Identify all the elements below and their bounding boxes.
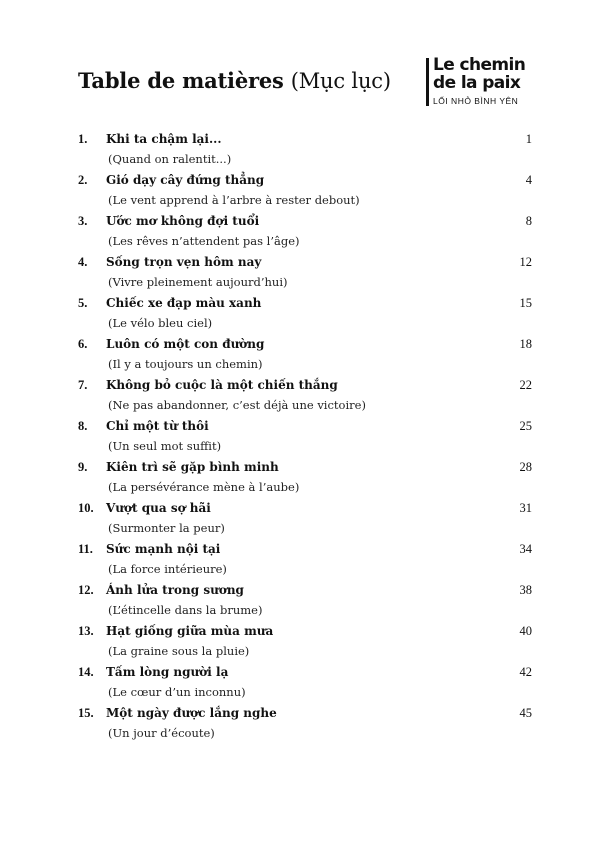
toc-entry-page: 42 (519, 665, 532, 679)
toc-entry (78, 618, 534, 659)
toc-entry-title: Gió dạy cây đứng thẳng (106, 173, 265, 187)
toc-entry-title: Không bỏ cuộc là một chiến thắng (106, 378, 338, 392)
toc-entry-title: Luôn có một con đường (106, 337, 265, 351)
toc-entry-title: Kiên trì sẽ gặp bình minh (106, 460, 279, 474)
toc-entry (78, 495, 534, 536)
toc-entry-page: 22 (519, 378, 532, 392)
toc-entry-page: 4 (525, 173, 532, 187)
toc-entry (78, 167, 534, 208)
page-title-subtitle: (Mục lục) (290, 69, 391, 93)
toc-entry (78, 413, 534, 454)
toc-entry-number: 12. (78, 583, 94, 597)
toc-entry-page: 1 (525, 132, 532, 146)
toc-entry-subtitle: (Surmonter la peur) (108, 521, 225, 535)
toc-entry-subtitle: (La force intérieure) (108, 562, 227, 576)
toc-entry-page: 12 (519, 255, 532, 269)
logo-bar (426, 58, 429, 106)
toc-entry-title: Tấm lòng người lạ (106, 665, 229, 679)
toc-entry (78, 372, 534, 413)
page-title (78, 68, 391, 93)
toc-entry-number: 15. (78, 706, 94, 720)
toc-entry (78, 249, 534, 290)
toc-entry-title: Ước mơ không đợi tuổi (106, 214, 260, 228)
toc-entry-page: 34 (519, 542, 532, 556)
toc-entry-title: Chỉ một từ thôi (106, 419, 209, 433)
toc-entry-number: 5. (78, 296, 88, 310)
toc-entry-subtitle: (Le vent apprend à l’arbre à rester debout) (108, 193, 360, 207)
page-title-main: Table de matières (78, 68, 284, 93)
toc-entry-title: Sống trọn vẹn hôm nay (106, 255, 262, 269)
toc-entry-number: 7. (78, 378, 88, 392)
table-of-contents (78, 126, 534, 741)
toc-entry-title: Vượt qua sợ hãi (106, 501, 211, 515)
toc-entry-number: 9. (78, 460, 88, 474)
toc-entry (78, 331, 534, 372)
toc-entry-subtitle: (Un jour d’écoute) (108, 726, 215, 740)
toc-entry-number: 8. (78, 419, 88, 433)
toc-entry-number: 13. (78, 624, 94, 638)
toc-entry (78, 208, 534, 249)
toc-entry-page: 15 (519, 296, 532, 310)
toc-entry-subtitle: (La persévérance mène à l’aube) (108, 480, 300, 494)
toc-entry-subtitle: (La graine sous la pluie) (108, 644, 250, 658)
logo-line-2: de la paix (433, 73, 521, 93)
toc-entry-subtitle: (Il y a toujours un chemin) (108, 357, 263, 371)
toc-entry (78, 454, 534, 495)
toc-entry-number: 6. (78, 337, 88, 351)
toc-entry-subtitle: (L’étincelle dans la brume) (108, 603, 263, 617)
toc-entry (78, 290, 534, 331)
toc-entry-page: 8 (525, 214, 532, 228)
toc-entry-page: 18 (519, 337, 532, 351)
toc-entry (78, 577, 534, 618)
toc-entry-subtitle: (Le cœur d’un inconnu) (108, 685, 246, 699)
toc-entry-title: Ánh lửa trong sương (106, 583, 244, 597)
toc-entry (78, 659, 534, 700)
logo (426, 56, 538, 114)
toc-entry-subtitle: (Quand on ralentit...) (108, 152, 232, 166)
toc-entry-title: Khi ta chậm lại... (106, 132, 222, 146)
toc-entry-title: Sức mạnh nội tại (106, 542, 221, 556)
toc-entry-number: 11. (78, 542, 93, 556)
toc-entry-page: 28 (519, 460, 532, 474)
toc-entry-page: 45 (519, 706, 532, 720)
toc-entry-page: 38 (519, 583, 532, 597)
toc-entry-subtitle: (Un seul mot suffit) (108, 439, 222, 453)
toc-entry-number: 2. (78, 173, 88, 187)
toc-entry-title: Chiếc xe đạp màu xanh (106, 296, 262, 310)
toc-entry (78, 126, 534, 167)
toc-entry-number: 14. (78, 665, 94, 679)
toc-entry-page: 40 (519, 624, 532, 638)
toc-entry-number: 4. (78, 255, 88, 269)
logo-line-1: Le chemin (433, 55, 526, 75)
toc-entry-subtitle: (Vivre pleinement aujourd’hui) (108, 275, 288, 289)
toc-entry-title: Hạt giống giữa mùa mưa (106, 624, 274, 638)
toc-entry-subtitle: (Ne pas abandonner, c’est déjà une victoire) (108, 398, 366, 412)
toc-entry-subtitle: (Les rêves n’attendent pas l’âge) (108, 234, 300, 248)
toc-entry-page: 31 (519, 501, 532, 515)
toc-entry-number: 10. (78, 501, 94, 515)
logo-subtitle: LỐI NHỎ BÌNH YÊN (433, 96, 519, 106)
toc-entry-page: 25 (519, 419, 532, 433)
toc-entry (78, 700, 534, 741)
toc-entry-number: 1. (78, 132, 88, 146)
toc-entry-number: 3. (78, 214, 88, 228)
toc-entry-title: Một ngày được lắng nghe (106, 706, 277, 720)
toc-entry-subtitle: (Le vélo bleu ciel) (108, 316, 213, 330)
toc-entry (78, 536, 534, 577)
